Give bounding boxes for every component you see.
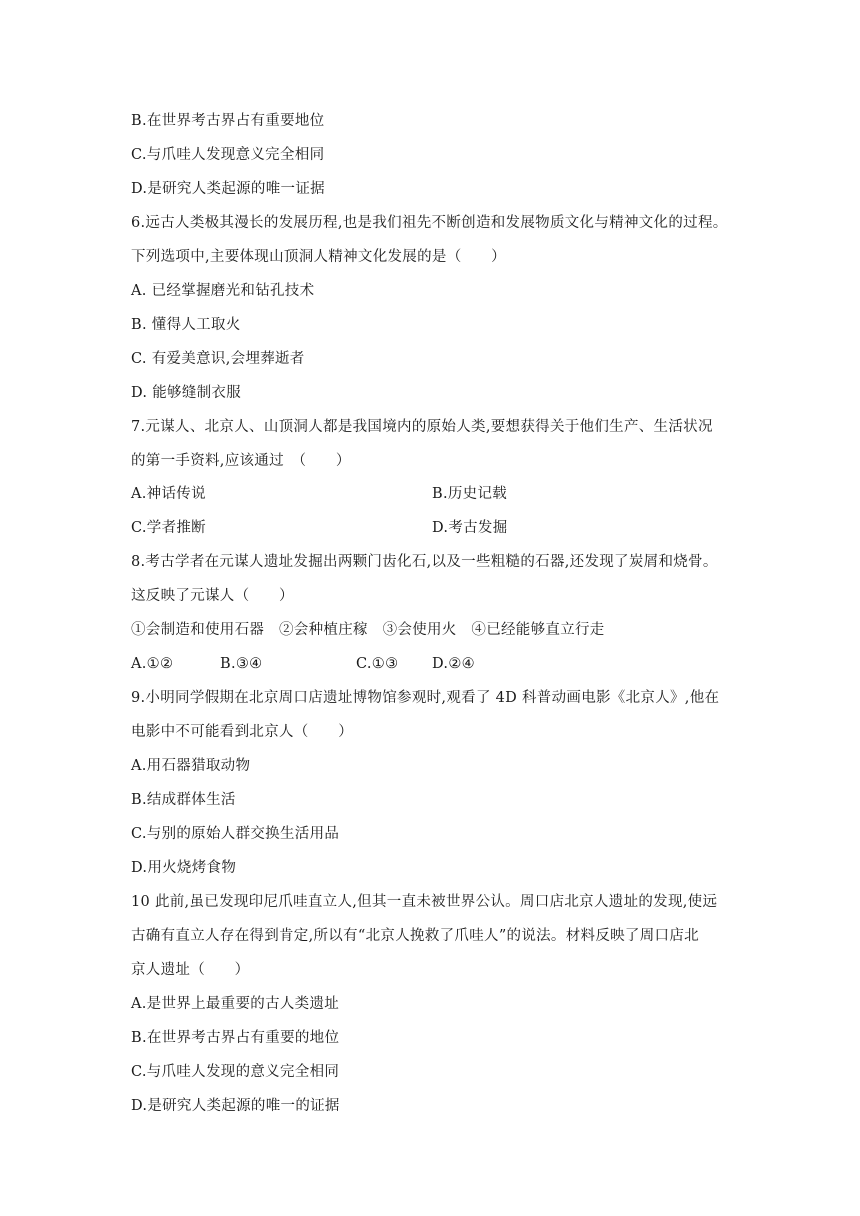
- q10-stem-line-2: 古确有直立人存在得到肯定,所以有“北京人挽救了爪哇人”的说法。材料反映了周口店北: [131, 928, 699, 944]
- q8-option-a: A.①②: [131, 656, 174, 672]
- q10-option-a: A.是世界上最重要的古人类遗址: [131, 996, 340, 1012]
- q10-option-d: D.是研究人类起源的唯一的证据: [131, 1098, 340, 1114]
- q7-stem-line-1: 7.元谋人、北京人、山顶洞人都是我国境内的原始人类,要想获得关于他们生产、生活状况: [131, 419, 713, 435]
- q5-option-c: C.与爪哇人发现意义完全相同: [131, 147, 325, 163]
- q7-option-c: C.学者推断: [131, 520, 206, 536]
- q10-stem-line-3: 京人遗址（ ）: [131, 962, 250, 978]
- q9-option-c: C.与别的原始人群交换生活用品: [131, 826, 340, 842]
- q10-option-c: C.与爪哇人发现的意义完全相同: [131, 1064, 340, 1080]
- q7-option-a: A.神话传说: [131, 486, 206, 502]
- q6-option-a: A. 已经掌握磨光和钻孔技术: [131, 283, 315, 299]
- q7-option-d: D.考古发掘: [432, 520, 508, 536]
- q6-option-b: B. 懂得人工取火: [131, 317, 241, 333]
- q8-stem-line-1: 8.考古学者在元谋人遗址发掘出两颗门齿化石,以及一些粗糙的石器,还发现了炭屑和烧骨。: [131, 554, 718, 570]
- q8-stem-line-2: 这反映了元谋人（ ）: [131, 588, 294, 604]
- q9-option-d: D.用火烧烤食物: [131, 860, 237, 876]
- q7-option-b: B.历史记载: [432, 486, 508, 502]
- q9-option-b: B.结成群体生活: [131, 792, 236, 808]
- q6-stem-line-1: 6.远古人类极其漫长的发展历程,也是我们祖先不断创造和发展物质文化与精神文化的过程。: [131, 215, 728, 231]
- q10-option-b: B.在世界考古界占有重要的地位: [131, 1030, 340, 1046]
- q5-option-d: D.是研究人类起源的唯一证据: [131, 181, 325, 197]
- q5-option-b: B.在世界考古界占有重要地位: [131, 113, 325, 129]
- q10-stem-line-1: 10 此前,虽已发现印尼爪哇直立人,但其一直未被世界公认。周口店北京人遗址的发现,使远: [131, 894, 718, 910]
- q9-option-a: A.用石器猎取动物: [131, 758, 251, 774]
- q7-stem-line-2: 的第一手资料,应该通过 （ ）: [131, 453, 351, 469]
- q8-option-c: C.①③: [356, 656, 399, 672]
- q6-option-c: C. 有爱美意识,会埋葬逝者: [131, 351, 305, 367]
- q6-stem-line-2: 下列选项中,主要体现山顶洞人精神文化发展的是（ ）: [131, 249, 506, 265]
- q9-stem-line-2: 电影中不可能看到北京人（ ）: [131, 724, 353, 740]
- q9-stem-line-1: 9.小明同学假期在北京周口店遗址博物馆参观时,观看了 4D 科普动画电影《北京人》,他在: [131, 690, 720, 706]
- q6-option-d: D. 能够缝制衣服: [131, 385, 242, 401]
- q8-option-b: B.③④: [220, 656, 263, 672]
- q8-statements: ①会制造和使用石器 ②会种植庄稼 ③会使用火 ④已经能够直立行走: [131, 622, 605, 638]
- q8-option-d: D.②④: [432, 656, 475, 672]
